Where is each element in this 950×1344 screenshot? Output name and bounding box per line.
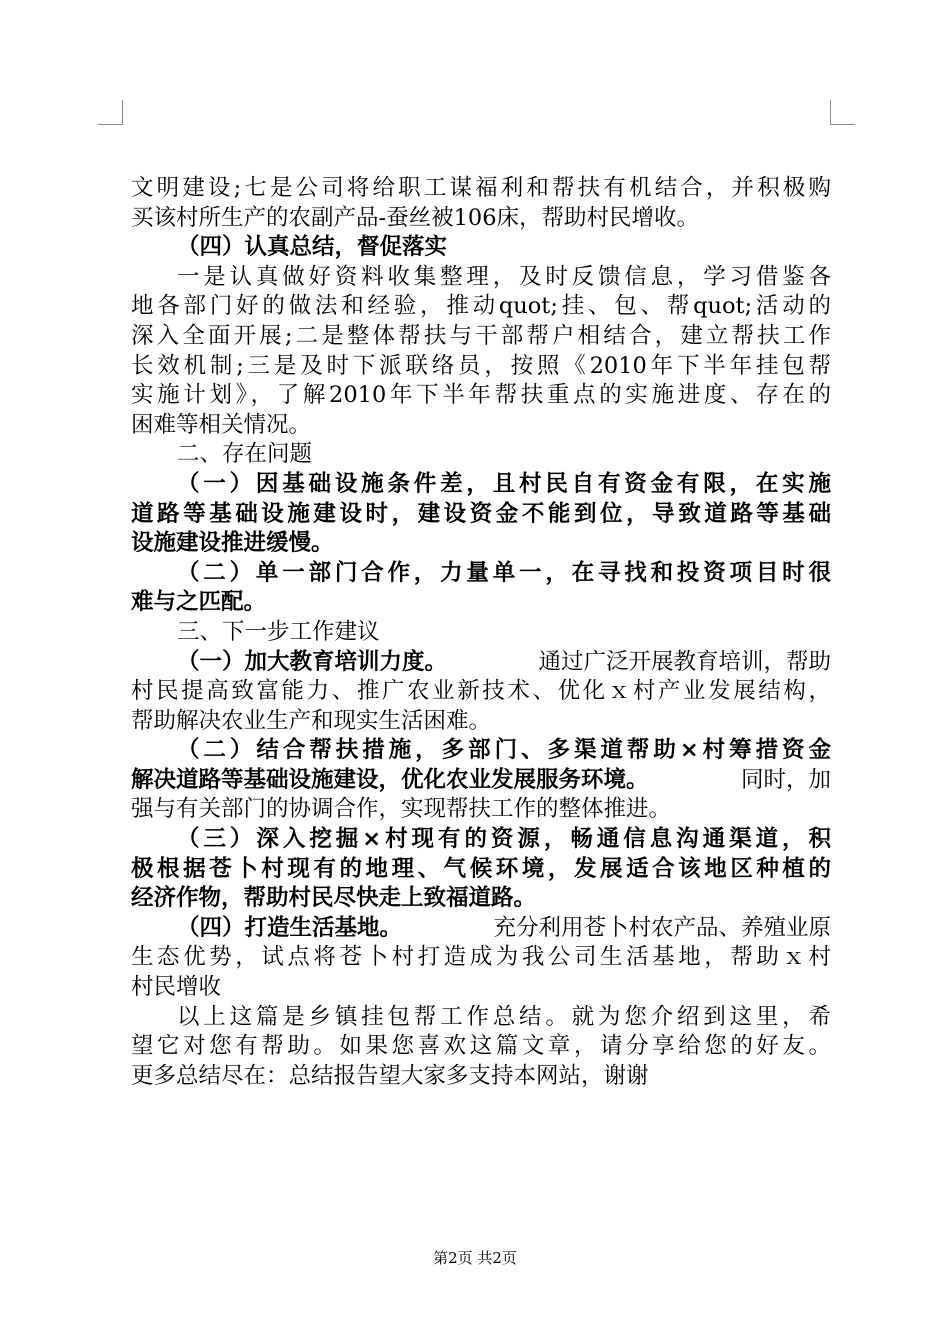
- text-line-bold: 设施建设推进缓慢。: [131, 530, 334, 557]
- text-line: 一是认真做好资料收集整理，及时反馈信息，学习借鉴各: [177, 263, 831, 290]
- text-line: 强与有关部门的协调合作，实现帮扶工作的整体推进。: [131, 796, 672, 823]
- section-heading: 三、下一步工作建议: [177, 618, 380, 645]
- text-line-mixed: [131, 914, 831, 944]
- text-line: 地各部门好的做法和经验，推动quot;挂、包、帮quot;活动的: [131, 293, 831, 320]
- text-line-bold: 极根据苍卜村现有的地理、气候环境，发展适合该地区种植的: [131, 855, 831, 882]
- text-line-bold: 经济作物，帮助村民尽快走上致福道路。: [131, 885, 537, 912]
- inline-bold-heading: （一）加大教育培训力度。: [177, 648, 448, 675]
- text-line: 买该村所生产的农副产品-蚕丝被106床，帮助村民增收。: [131, 204, 700, 231]
- text-line: 长效机制;三是及时下派联络员，按照《2010年下半年挂包帮: [131, 352, 831, 379]
- text-line-bold: （二）结合帮扶措施，多部门、多渠道帮助×村筹措资金: [177, 737, 831, 764]
- text-line: 更多总结尽在：总结报告望大家多支持本网站，谢谢: [131, 1062, 649, 1089]
- text-line: 以上这篇是乡镇挂包帮工作总结。就为您介绍到这里，希: [177, 1003, 831, 1030]
- text-line: 村民提高致富能力、推广农业新技术、优化ｘ村产业发展结构，: [131, 678, 831, 705]
- text-line: 望它对您有帮助。如果您喜欢这篇文章，请分享给您的好友。: [131, 1033, 831, 1060]
- section-heading: 二、存在问题: [177, 441, 313, 468]
- inline-bold-text: 解决道路等基础设施建设，优化农业发展服务环境。: [131, 766, 649, 793]
- text-line-mixed: [131, 648, 831, 678]
- page-footer: 第2页 共2页: [433, 1249, 517, 1267]
- crop-mark-top-right: [830, 100, 855, 125]
- text-line: 村民增收: [131, 974, 222, 1001]
- document-body: [131, 174, 831, 1091]
- text-line-mixed: [131, 766, 831, 796]
- text-line-bold: （三）深入挖掘×村现有的资源，畅通信息沟通渠道，积: [177, 826, 831, 853]
- inline-text: 充分利用苍卜村农产品、养殖业原: [493, 914, 831, 941]
- text-line: 帮助解决农业生产和现实生活困难。: [131, 707, 492, 734]
- text-line: 实施计划》，了解2010年下半年帮扶重点的实施进度、存在的: [131, 382, 831, 409]
- text-line-bold: 道路等基础设施建设时，建设资金不能到位，导致道路等基础: [131, 500, 831, 527]
- inline-text: 同时，加: [740, 766, 831, 793]
- inline-text: 通过广泛开展教育培训，帮助: [538, 648, 831, 675]
- crop-mark-top-left: [98, 100, 123, 125]
- text-line: 困难等相关情况。: [131, 411, 312, 438]
- text-line-bold: （二）单一部门合作，力量单一，在寻找和投资项目时很: [177, 559, 831, 586]
- text-line-bold: （一）因基础设施条件差，且村民自有资金有限，在实施: [177, 470, 831, 497]
- text-line: 生态优势，试点将苍卜村打造成为我公司生活基地，帮助ｘ村: [131, 944, 831, 971]
- text-line-bold: 难与之匹配。: [131, 589, 267, 616]
- section-subheading: （四）认真总结，督促落实: [177, 234, 448, 261]
- text-line: 文明建设;七是公司将给职工谋福利和帮扶有机结合，并积极购: [131, 175, 831, 201]
- text-line: 深入全面开展;二是整体帮扶与干部帮户相结合，建立帮扶工作: [131, 322, 831, 349]
- inline-bold-heading: （四）打造生活基地。: [177, 914, 403, 941]
